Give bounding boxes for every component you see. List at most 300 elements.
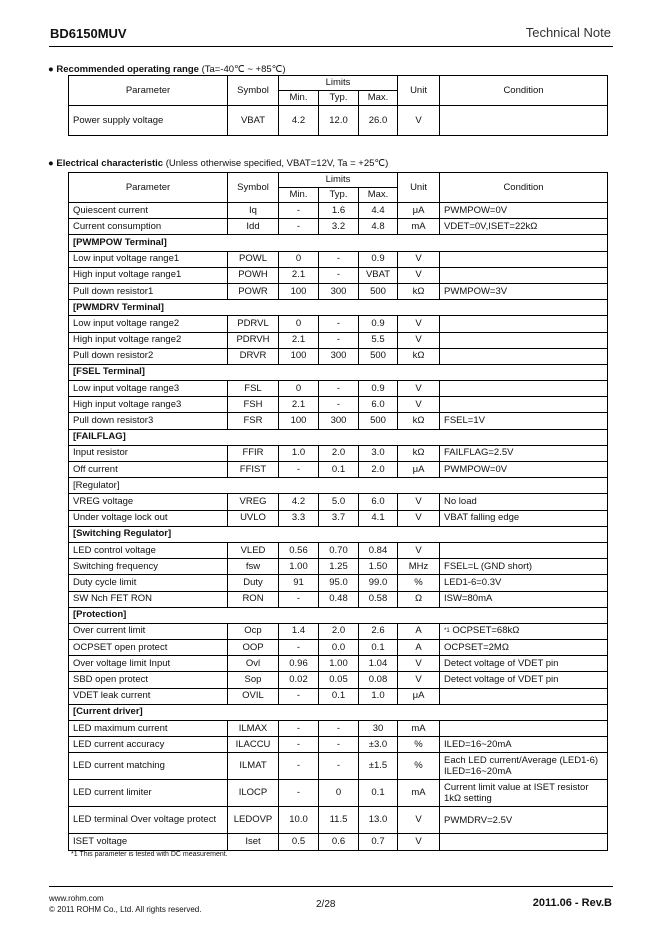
typ-cell: 1.00: [319, 656, 359, 672]
unit-cell: V: [398, 807, 440, 834]
min-cell: 100: [279, 283, 319, 299]
max-cell: 3.0: [359, 445, 398, 461]
parameter-cell: Pull down resistor3: [69, 413, 228, 429]
parameter-cell: Off current: [69, 462, 228, 478]
condition-cell: [440, 780, 608, 807]
section-row: [69, 300, 608, 316]
symbol-cell: VLED: [228, 542, 279, 558]
min-cell: -: [279, 462, 319, 478]
parameter-cell: Power supply voltage: [69, 106, 228, 136]
condition-text: VBAT falling edge: [444, 512, 520, 524]
symbol-cell: ILMAX: [228, 721, 279, 737]
min-cell: 0: [279, 316, 319, 332]
symbol-cell: Sop: [228, 672, 279, 688]
typ-cell: -: [319, 267, 359, 283]
symbol-cell: PDRVL: [228, 316, 279, 332]
condition-cell: [440, 559, 608, 575]
min-cell: -: [279, 591, 319, 607]
footnote-marker: *1: [444, 628, 450, 635]
condition-cell: [440, 623, 608, 639]
condition-text: No load: [444, 495, 477, 507]
typ-cell: -: [319, 316, 359, 332]
condition-cell: [440, 462, 608, 478]
typ-cell: 3.2: [319, 219, 359, 235]
condition-text: PWMPOW=0V: [444, 204, 508, 216]
table-row: [69, 413, 608, 429]
condition-cell: [440, 283, 608, 299]
symbol-cell: POWL: [228, 251, 279, 267]
min-cell: 1.4: [279, 623, 319, 639]
section-row: [69, 478, 608, 494]
table-row: [69, 591, 608, 607]
typ-cell: -: [319, 753, 359, 780]
parameter-cell: LED maximum current: [69, 721, 228, 737]
unit-cell: μA: [398, 203, 440, 219]
unit-cell: μA: [398, 462, 440, 478]
parameter-cell: High input voltage range2: [69, 332, 228, 348]
symbol-cell: FFIST: [228, 462, 279, 478]
table-row: [69, 559, 608, 575]
table-row: [69, 640, 608, 656]
table-row: [69, 348, 608, 364]
max-cell: 30: [359, 721, 398, 737]
section-label: [FAILFLAG]: [69, 429, 608, 445]
condition-text: VDET=0V,ISET=22kΩ: [444, 220, 538, 232]
max-cell: VBAT: [359, 267, 398, 283]
typ-cell: 300: [319, 283, 359, 299]
min-cell: -: [279, 737, 319, 753]
condition-cell: [440, 591, 608, 607]
typ-cell: -: [319, 381, 359, 397]
condition-text: PWMPOW=0V: [444, 463, 508, 475]
recommended-heading: ● Recommended operating range (Ta=-40℃ ~ +85℃): [48, 64, 286, 75]
condition-cell: [440, 316, 608, 332]
typ-cell: -: [319, 332, 359, 348]
header-min: Min.: [279, 188, 319, 203]
header-parameter: Parameter: [69, 173, 228, 203]
footer-divider: [49, 886, 613, 887]
symbol-cell: UVLO: [228, 510, 279, 526]
typ-cell: 2.0: [319, 623, 359, 639]
section-row: [69, 526, 608, 542]
max-cell: 0.9: [359, 316, 398, 332]
max-cell: ±1.5: [359, 753, 398, 780]
table-row: [69, 494, 608, 510]
table-row: [69, 753, 608, 780]
max-cell: 500: [359, 413, 398, 429]
max-cell: 0.08: [359, 672, 398, 688]
symbol-cell: Ocp: [228, 623, 279, 639]
header-parameter: Parameter: [69, 76, 228, 106]
condition-text: LED1-6=0.3V: [444, 576, 502, 588]
unit-cell: MHz: [398, 559, 440, 575]
symbol-cell: LEDOVP: [228, 807, 279, 834]
parameter-cell: High input voltage range3: [69, 397, 228, 413]
typ-cell: 2.0: [319, 445, 359, 461]
header-symbol: Symbol: [228, 173, 279, 203]
typ-cell: 300: [319, 348, 359, 364]
condition-cell: [440, 445, 608, 461]
section-row: [69, 235, 608, 251]
parameter-cell: OCPSET open protect: [69, 640, 228, 656]
section-label: [Regulator]: [69, 478, 608, 494]
table-row: [69, 203, 608, 219]
page-number: 2/28: [316, 899, 336, 910]
max-cell: ±3.0: [359, 737, 398, 753]
header-unit: Unit: [398, 173, 440, 203]
condition-cell: [440, 381, 608, 397]
document-title: BD6150MUV: [50, 26, 127, 41]
table-row: [69, 807, 608, 834]
min-cell: -: [279, 203, 319, 219]
parameter-cell: Low input voltage range1: [69, 251, 228, 267]
header-max: Max.: [359, 188, 398, 203]
min-cell: 4.2: [279, 494, 319, 510]
condition-text: OCPSET=2MΩ: [444, 641, 509, 653]
parameter-cell: Duty cycle limit: [69, 575, 228, 591]
condition-text: OCPSET=68kΩ: [449, 625, 520, 637]
typ-cell: -: [319, 737, 359, 753]
condition-cell: [440, 510, 608, 526]
min-cell: 1.0: [279, 445, 319, 461]
table-row: [69, 219, 608, 235]
unit-cell: V: [398, 251, 440, 267]
min-cell: -: [279, 688, 319, 704]
parameter-cell: LED current limiter: [69, 780, 228, 807]
condition-cell: [440, 494, 608, 510]
unit-cell: V: [398, 332, 440, 348]
header-condition: Condition: [440, 76, 608, 106]
table-row: [69, 737, 608, 753]
condition-cell: [440, 348, 608, 364]
max-cell: 26.0: [359, 106, 398, 136]
document-type: Technical Note: [525, 25, 611, 40]
table-row: [69, 332, 608, 348]
table-row: [69, 462, 608, 478]
min-cell: 0: [279, 251, 319, 267]
unit-cell: V: [398, 106, 440, 136]
max-cell: 0.1: [359, 640, 398, 656]
unit-cell: %: [398, 753, 440, 780]
unit-cell: V: [398, 672, 440, 688]
min-cell: 2.1: [279, 332, 319, 348]
symbol-cell: RON: [228, 591, 279, 607]
symbol-cell: Iset: [228, 834, 279, 850]
max-cell: 0.9: [359, 251, 398, 267]
footer-url: www.rohm.com: [49, 894, 104, 903]
parameter-cell: Current consumption: [69, 219, 228, 235]
symbol-cell: DRVR: [228, 348, 279, 364]
parameter-cell: LED control voltage: [69, 542, 228, 558]
max-cell: 2.6: [359, 623, 398, 639]
symbol-cell: POWR: [228, 283, 279, 299]
min-cell: -: [279, 721, 319, 737]
symbol-cell: Ovl: [228, 656, 279, 672]
min-cell: 100: [279, 348, 319, 364]
parameter-cell: Pull down resistor1: [69, 283, 228, 299]
typ-cell: -: [319, 721, 359, 737]
typ-cell: 5.0: [319, 494, 359, 510]
symbol-cell: PDRVH: [228, 332, 279, 348]
header-symbol: Symbol: [228, 76, 279, 106]
parameter-cell: SBD open protect: [69, 672, 228, 688]
electrical-table: [68, 172, 608, 851]
revision: 2011.06 - Rev.B: [532, 897, 612, 909]
unit-cell: V: [398, 316, 440, 332]
unit-cell: A: [398, 640, 440, 656]
symbol-cell: ILACCU: [228, 737, 279, 753]
min-cell: 0.56: [279, 542, 319, 558]
table-row: [69, 656, 608, 672]
condition-text: Detect voltage of VDET pin: [444, 657, 559, 669]
section-row: [69, 607, 608, 623]
min-cell: 0: [279, 381, 319, 397]
parameter-cell: Switching frequency: [69, 559, 228, 575]
recommended-table: [68, 75, 608, 136]
header-min: Min.: [279, 91, 319, 106]
condition-cell: [440, 106, 608, 136]
table-row: [69, 780, 608, 807]
header-limits: Limits: [279, 173, 398, 188]
symbol-cell: Iq: [228, 203, 279, 219]
recommended-title: Recommended operating range: [56, 64, 199, 75]
max-cell: 4.1: [359, 510, 398, 526]
typ-cell: 0.1: [319, 688, 359, 704]
parameter-cell: SW Nch FET RON: [69, 591, 228, 607]
unit-cell: V: [398, 656, 440, 672]
condition-cell: [440, 640, 608, 656]
condition-text: FSEL=1V: [444, 415, 485, 427]
max-cell: 5.5: [359, 332, 398, 348]
symbol-cell: FSH: [228, 397, 279, 413]
table-row: [69, 283, 608, 299]
symbol-cell: POWH: [228, 267, 279, 283]
symbol-cell: ILOCP: [228, 780, 279, 807]
unit-cell: Ω: [398, 591, 440, 607]
condition-cell: [440, 413, 608, 429]
table-row: [69, 106, 608, 136]
symbol-cell: FSR: [228, 413, 279, 429]
condition-cell: [440, 219, 608, 235]
table-row: [69, 445, 608, 461]
symbol-cell: Idd: [228, 219, 279, 235]
min-cell: 3.3: [279, 510, 319, 526]
typ-cell: 0.0: [319, 640, 359, 656]
table-row: [69, 397, 608, 413]
parameter-cell: Over voltage limit Input: [69, 656, 228, 672]
typ-cell: 300: [319, 413, 359, 429]
condition-text: FSEL=L (GND short): [444, 560, 533, 572]
condition-cell: [440, 753, 608, 780]
table-row: [69, 251, 608, 267]
unit-cell: V: [398, 381, 440, 397]
parameter-cell: VREG voltage: [69, 494, 228, 510]
condition-cell: [440, 575, 608, 591]
min-cell: 100: [279, 413, 319, 429]
typ-cell: -: [319, 251, 359, 267]
table-row: [69, 672, 608, 688]
max-cell: 500: [359, 283, 398, 299]
condition-cell: [440, 737, 608, 753]
typ-cell: 95.0: [319, 575, 359, 591]
min-cell: 10.0: [279, 807, 319, 834]
footnote: *1 This parameter is tested with DC measurement.: [71, 851, 228, 858]
parameter-cell: Over current limit: [69, 623, 228, 639]
typ-cell: 0.1: [319, 462, 359, 478]
section-label: [Switching Regulator]: [69, 526, 608, 542]
typ-cell: 0.70: [319, 542, 359, 558]
max-cell: 0.7: [359, 834, 398, 850]
unit-cell: kΩ: [398, 445, 440, 461]
max-cell: 6.0: [359, 397, 398, 413]
max-cell: 0.9: [359, 381, 398, 397]
section-label: [Current driver]: [69, 704, 608, 720]
typ-cell: -: [319, 397, 359, 413]
max-cell: 4.8: [359, 219, 398, 235]
max-cell: 99.0: [359, 575, 398, 591]
condition-cell: [440, 807, 608, 834]
header-condition: Condition: [440, 173, 608, 203]
header-typ: Typ.: [319, 188, 359, 203]
typ-cell: 1.25: [319, 559, 359, 575]
typ-cell: 1.6: [319, 203, 359, 219]
min-cell: 2.1: [279, 267, 319, 283]
condition-cell: [440, 688, 608, 704]
recommended-condition: (Ta=-40℃ ~ +85℃): [201, 64, 286, 75]
min-cell: -: [279, 219, 319, 235]
unit-cell: V: [398, 397, 440, 413]
min-cell: 4.2: [279, 106, 319, 136]
min-cell: 0.5: [279, 834, 319, 850]
condition-cell: [440, 397, 608, 413]
condition-cell: [440, 542, 608, 558]
unit-cell: V: [398, 494, 440, 510]
typ-cell: 0: [319, 780, 359, 807]
condition-text: Each LED current/Average (LED1-6) ILED=16~20mA: [444, 755, 599, 778]
condition-cell: [440, 203, 608, 219]
header-typ: Typ.: [319, 91, 359, 106]
typ-cell: 12.0: [319, 106, 359, 136]
parameter-cell: ISET voltage: [69, 834, 228, 850]
section-row: [69, 704, 608, 720]
min-cell: -: [279, 780, 319, 807]
unit-cell: A: [398, 623, 440, 639]
condition-text: FAILFLAG=2.5V: [444, 447, 514, 459]
condition-cell: [440, 656, 608, 672]
unit-cell: kΩ: [398, 413, 440, 429]
table-row: [69, 721, 608, 737]
max-cell: 0.84: [359, 542, 398, 558]
table-row: [69, 542, 608, 558]
unit-cell: %: [398, 737, 440, 753]
symbol-cell: FSL: [228, 381, 279, 397]
max-cell: 1.50: [359, 559, 398, 575]
max-cell: 0.1: [359, 780, 398, 807]
section-label: [PWMPOW Terminal]: [69, 235, 608, 251]
section-row: [69, 364, 608, 380]
typ-cell: 0.48: [319, 591, 359, 607]
condition-cell: [440, 834, 608, 850]
min-cell: 1.00: [279, 559, 319, 575]
parameter-cell: Low input voltage range3: [69, 381, 228, 397]
typ-cell: 0.05: [319, 672, 359, 688]
parameter-cell: Quiescent current: [69, 203, 228, 219]
parameter-cell: LED terminal Over voltage protect: [69, 807, 228, 834]
symbol-cell: FFIR: [228, 445, 279, 461]
max-cell: 0.58: [359, 591, 398, 607]
parameter-cell: Input resistor: [69, 445, 228, 461]
table-row: [69, 834, 608, 850]
condition-cell: [440, 267, 608, 283]
parameter-cell: High input voltage range1: [69, 267, 228, 283]
unit-cell: %: [398, 575, 440, 591]
symbol-cell: VREG: [228, 494, 279, 510]
unit-cell: μA: [398, 688, 440, 704]
typ-cell: 0.6: [319, 834, 359, 850]
unit-cell: kΩ: [398, 348, 440, 364]
parameter-cell: Pull down resistor2: [69, 348, 228, 364]
symbol-cell: OOP: [228, 640, 279, 656]
max-cell: 2.0: [359, 462, 398, 478]
unit-cell: mA: [398, 780, 440, 807]
section-label: [Protection]: [69, 607, 608, 623]
table-row: [69, 316, 608, 332]
condition-text: Detect voltage of VDET pin: [444, 674, 559, 686]
max-cell: 500: [359, 348, 398, 364]
electrical-title: Electrical characteristic: [56, 158, 164, 169]
max-cell: 6.0: [359, 494, 398, 510]
symbol-cell: fsw: [228, 559, 279, 575]
parameter-cell: LED current matching: [69, 753, 228, 780]
parameter-cell: Low input voltage range2: [69, 316, 228, 332]
condition-text: PWMDRV=2.5V: [444, 814, 513, 826]
unit-cell: V: [398, 834, 440, 850]
condition-text: ISW=80mA: [444, 593, 493, 605]
min-cell: 91: [279, 575, 319, 591]
max-cell: 1.04: [359, 656, 398, 672]
condition-cell: [440, 721, 608, 737]
parameter-cell: VDET leak current: [69, 688, 228, 704]
section-row: [69, 429, 608, 445]
section-label: [FSEL Terminal]: [69, 364, 608, 380]
max-cell: 13.0: [359, 807, 398, 834]
header-unit: Unit: [398, 76, 440, 106]
max-cell: 4.4: [359, 203, 398, 219]
condition-cell: [440, 251, 608, 267]
min-cell: 2.1: [279, 397, 319, 413]
section-label: [PWMDRV Terminal]: [69, 300, 608, 316]
unit-cell: mA: [398, 219, 440, 235]
condition-cell: [440, 672, 608, 688]
unit-cell: kΩ: [398, 283, 440, 299]
table-row: [69, 381, 608, 397]
table-row: [69, 688, 608, 704]
unit-cell: mA: [398, 721, 440, 737]
parameter-cell: LED current accuracy: [69, 737, 228, 753]
header-max: Max.: [359, 91, 398, 106]
table-row: [69, 575, 608, 591]
typ-cell: 11.5: [319, 807, 359, 834]
min-cell: 0.02: [279, 672, 319, 688]
min-cell: 0.96: [279, 656, 319, 672]
condition-cell: [440, 332, 608, 348]
typ-cell: 3.7: [319, 510, 359, 526]
electrical-heading: ● Electrical characteristic (Unless otherwise specified, VBAT=12V, Ta = +25℃): [48, 158, 389, 169]
min-cell: -: [279, 753, 319, 780]
parameter-cell: Under voltage lock out: [69, 510, 228, 526]
electrical-condition: (Unless otherwise specified, VBAT=12V, Ta = +25℃): [165, 158, 389, 169]
table-row: [69, 510, 608, 526]
